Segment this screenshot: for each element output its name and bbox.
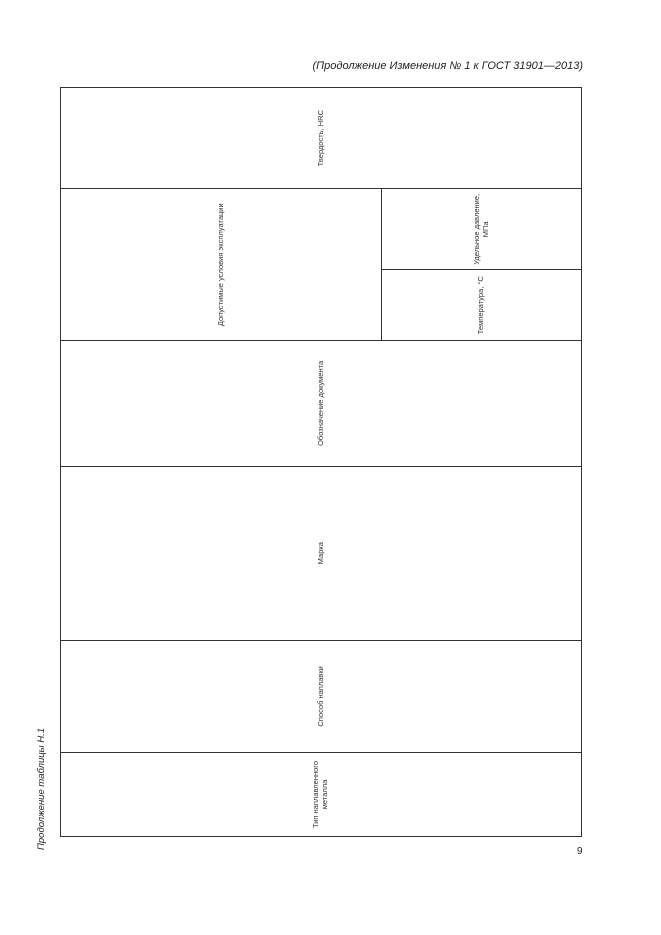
rotated-table-container: [60, 87, 582, 837]
header-type: Тип наплавленного металла: [61, 753, 582, 837]
continuation-note: (Продолжение Изменения № 1 к ГОСТ 31901—2013): [312, 60, 583, 72]
header-mark: Марка: [61, 466, 582, 640]
alloy-table: [60, 87, 582, 837]
table-frame: [60, 87, 582, 837]
header-temp: Температура, °С: [382, 270, 582, 341]
header-method: Способ наплавки: [61, 640, 582, 752]
header-conditions: Допустимые условия эксплуатации: [61, 189, 382, 341]
page-number: 9: [577, 846, 583, 857]
table-caption: Продолжение таблицы Н.1: [36, 727, 47, 850]
header-hardness: Твердость, HRC: [61, 88, 582, 189]
header-pressure: Удельное давление, МПа: [382, 189, 582, 270]
header-doc: Обозначение документа: [61, 341, 582, 466]
